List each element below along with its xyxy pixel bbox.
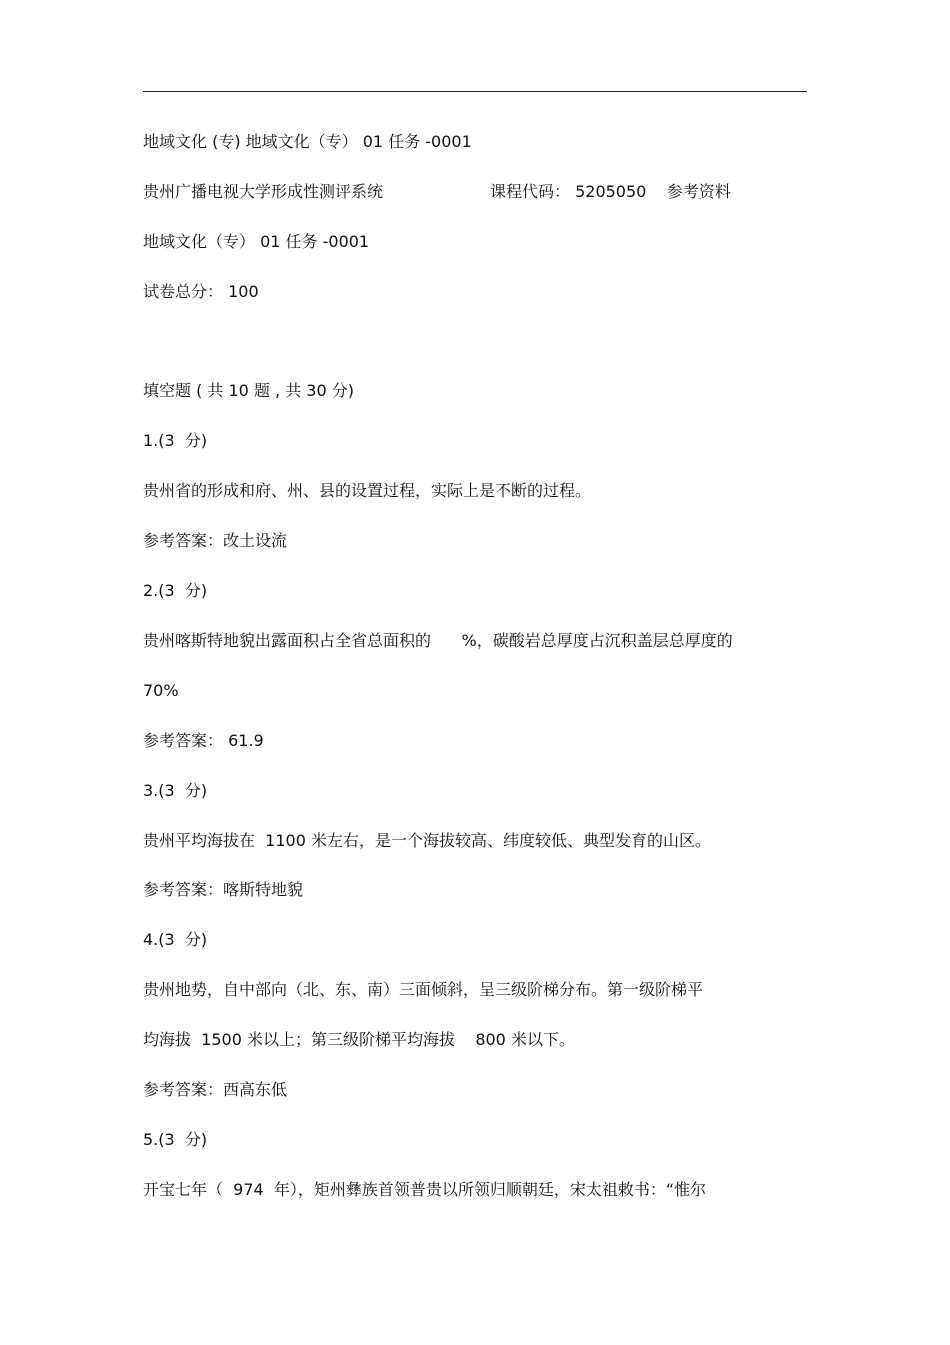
doc-title: 地域文化 (专) 地域文化（专） 01 任务 -0001 bbox=[143, 132, 472, 151]
question-text: 70% bbox=[143, 681, 179, 700]
question-text: 贵州省的形成和府、州、县的设置过程，实际上是不断的过程。 bbox=[143, 481, 592, 500]
system-name: 贵州广播电视大学形成性测评系统 bbox=[143, 182, 384, 201]
answer: 参考答案：喀斯特地貌 bbox=[143, 880, 304, 899]
question-number: 2.(3 分) bbox=[143, 581, 208, 600]
question-number: 3.(3 分) bbox=[143, 781, 208, 800]
total-score: 试卷总分： 100 bbox=[143, 282, 259, 301]
question-text: 开宝七年（ 974 年），矩州彝族首领普贵以所领归顺朝廷，宋太祖敕书：“惟尔 bbox=[143, 1180, 707, 1199]
question-number: 4.(3 分) bbox=[143, 930, 208, 949]
exam-name: 地域文化（专） 01 任务 -0001 bbox=[143, 232, 370, 251]
section-title: 填空题 ( 共 10 题 , 共 30 分) bbox=[143, 381, 354, 400]
course-code: 课程代码： 5205050 参考资料 bbox=[490, 182, 731, 201]
question-text: 贵州平均海拔在 1100 米左右，是一个海拔较高、纬度较低、典型发育的山区。 bbox=[143, 831, 711, 850]
answer: 参考答案：改土设流 bbox=[143, 531, 288, 550]
answer: 参考答案： 61.9 bbox=[143, 731, 264, 750]
top-rule bbox=[143, 91, 807, 92]
question-text: 均海拔 1500 米以上；第三级阶梯平均海拔 800 米以下。 bbox=[143, 1030, 575, 1049]
answer: 参考答案：西高东低 bbox=[143, 1080, 288, 1099]
question-text: 贵州喀斯特地貌出露面积占全省总面积的 %，碳酸岩总厚度占沉积盖层总厚度的 bbox=[143, 631, 733, 650]
question-number: 1.(3 分) bbox=[143, 431, 208, 450]
question-number: 5.(3 分) bbox=[143, 1130, 208, 1149]
question-text: 贵州地势，自中部向（北、东、南）三面倾斜，呈三级阶梯分布。第一级阶梯平 bbox=[143, 980, 704, 999]
